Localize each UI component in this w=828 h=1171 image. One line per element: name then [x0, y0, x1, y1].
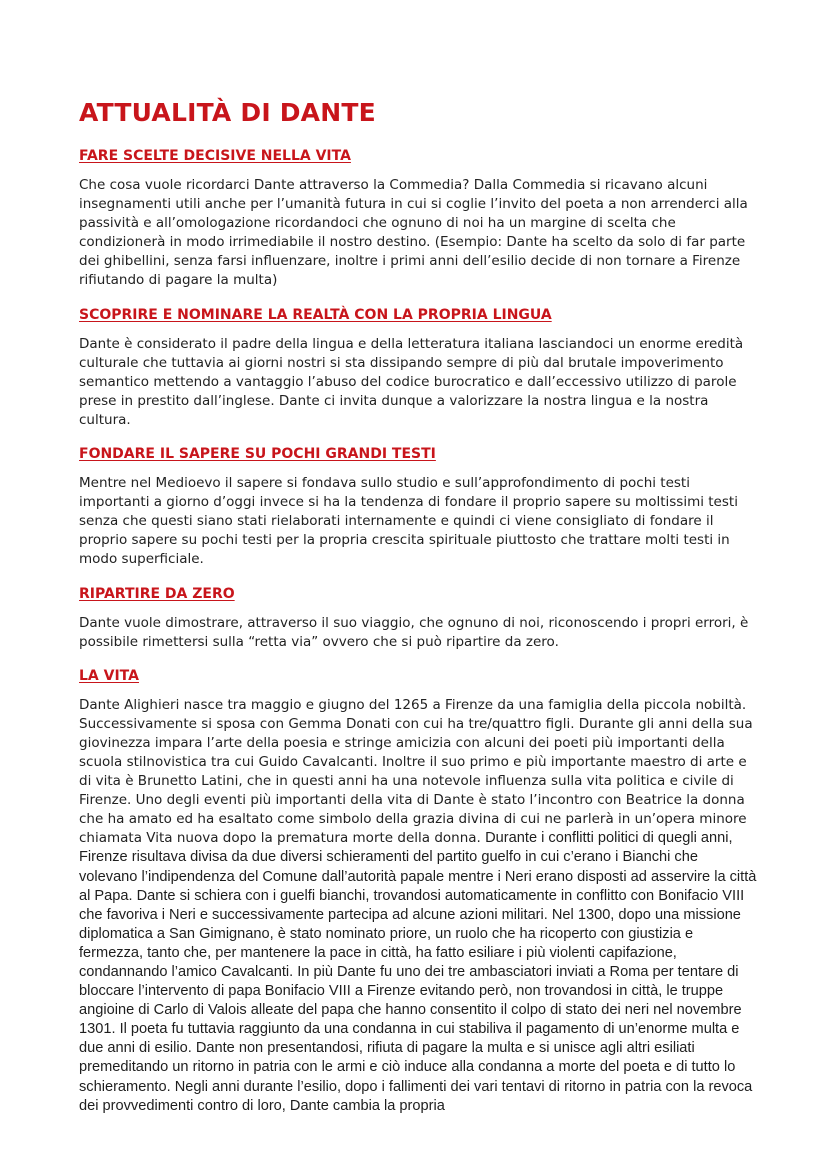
section-lingua [79, 305, 759, 430]
section-paragraph: Mentre nel Medioevo il sapere si fondava sullo studio e sull’approfondimento di pochi testi importanti a giorno d’oggi invece si ha la tendenza di fondare il proprio sapere su moltissimi testi senza che questi siano stati rielaborati internamente e quindi ci viene consigliato di fondare il proprio sapere su pochi testi per la propria crescita spirituale piuttosto che trattare molti testi in modo superficiale. [79, 475, 738, 568]
section-scelte-decisive [79, 146, 759, 291]
section-paragraph: Dante è considerato il padre della lingua e della letteratura italiana lasciandoci un enorme eredità culturale che tuttavia ai giorni nostri si sta dissipando sempre di più dal brutale impoverimento semantico mettendo a vantaggio l’abuso del codice burocratico e dall’eccessivo utilizzo di parole prese in prestito dall’inglese. Dante ci invita dunque a valorizzare la nostra lingua e la nostra cultura. [79, 335, 744, 428]
paragraph-text-continued: Durante i conflitti politici di quegli anni, Firenze risultava divisa da due diversi schieramenti del partito guelfo in cui c’erano i Bianchi che volevano l’indipendenza del Comune dall’autorità papale mentre i Neri erano disposti ad asservire la città al Papa. Dante si schiera con i guelfi bianchi, trovandosi automaticamente in conflitto con Bonifacio VIII che favoriva i Neri e successivamente partecipa ad alcune azioni militari. Nel 1300, dopo una missione diplomatica a San Gimignano, è stato nominato priore, un ruolo che ha ricoperto con giustizia e fermezza, tanto che, per mantenere la pace in città, ha fatto esiliare i più violenti capifazione, condannando l’amico Cavalcanti. In più Dante fu uno dei tre ambasciatori inviati a Roma per tentare di bloccare l’intervento di papa Bonifacio VIII a Firenze evitando però, non trovandosi in città, le truppe angioine di Carlo di Valois alleate del papa che hanno consentito il colpo di stato dei neri nel novembre 1301. Il poeta fu tuttavia raggiunto da una condanna in cui stabiliva il pagamento di un’enorme multa e due anni di esilio. Dante non presentandosi, rifiuta di pagare la multa e si unisce agli altri esiliati premeditando un ritorno in patria con le armi e ciò induce alla condanna a morte del poeta e di tutto lo schieramento. Negli anni durante l’esilio, dopo i fallimenti dei vari tentavi di ritorno in patria con la revoca dei provvedimenti contro di loro, Dante cambia la propria [79, 830, 757, 1114]
section-heading: SCOPRIRE E NOMINARE LA REALTÀ CON LA PROPRIA LINGUA [79, 306, 552, 323]
section-heading: RIPARTIRE DA ZERO [79, 585, 235, 602]
section-paragraph: Che cosa vuole ricordarci Dante attraverso la Commedia? Dalla Commedia si ricavano alcuni insegnamenti utili anche per l’umanità futura in cui si coglie l’invito del poeta a non arrenderci alla passività e all’omologazione ricordandoci che ognuno di noi ha un margine di scelta che condizionerà in modo irrimediabile il nostro destino. (Esempio: Dante ha scelto da solo di far parte dei ghibellini, senza farsi influenzare, inoltre i primi anni dell’esilio decide di non tornare a Firenze rifiutando di pagare la multa) [79, 177, 748, 289]
section-paragraph: Dante vuole dimostrare, attraverso il suo viaggio, che ognuno di noi, riconoscendo i propri errori, è possibile rimettersi sulla “retta via” ovvero che si può ripartire da zero. [79, 614, 749, 650]
section-la-vita [79, 666, 759, 1116]
section-heading: LA VITA [79, 667, 139, 684]
section-heading: FONDARE IL SAPERE SU POCHI GRANDI TESTI [79, 446, 436, 463]
paragraph-text: Dante Alighieri nasce tra maggio e giugno del 1265 a Firenze da una famiglia della piccola nobiltà. Successivamente si sposa con Gemma Donati con cui ha tre/quattro figli. Durante gli anni della sua giovinezza impara l’arte della poesia e stringe amicizia con alcuni dei poeti più importanti della scuola stilnovistica tra cui Guido Cavalcanti. Inoltre il suo primo e più importante maestro di arte e di vita è Brunetto Latini, che in questi anni ha una notevole influenza sulla vita politica e civile di Firenze. Uno degli eventi più importanti della vita di Dante è stato l’incontro con Beatrice la donna che ha amato ed ha esaltato come simbolo della grazia divina di cui ne parlerà in un’opera minore chiamata Vita nuova dopo la prematura morte della donna. [79, 696, 753, 847]
section-ripartire [79, 584, 759, 652]
page-title: ATTUALITÀ DI DANTE [79, 98, 376, 127]
section-heading: FARE SCELTE DECISIVE NELLA VITA [79, 148, 351, 164]
document-page [79, 96, 759, 1116]
section-paragraph [79, 696, 759, 1116]
section-grandi-testi [79, 444, 759, 569]
